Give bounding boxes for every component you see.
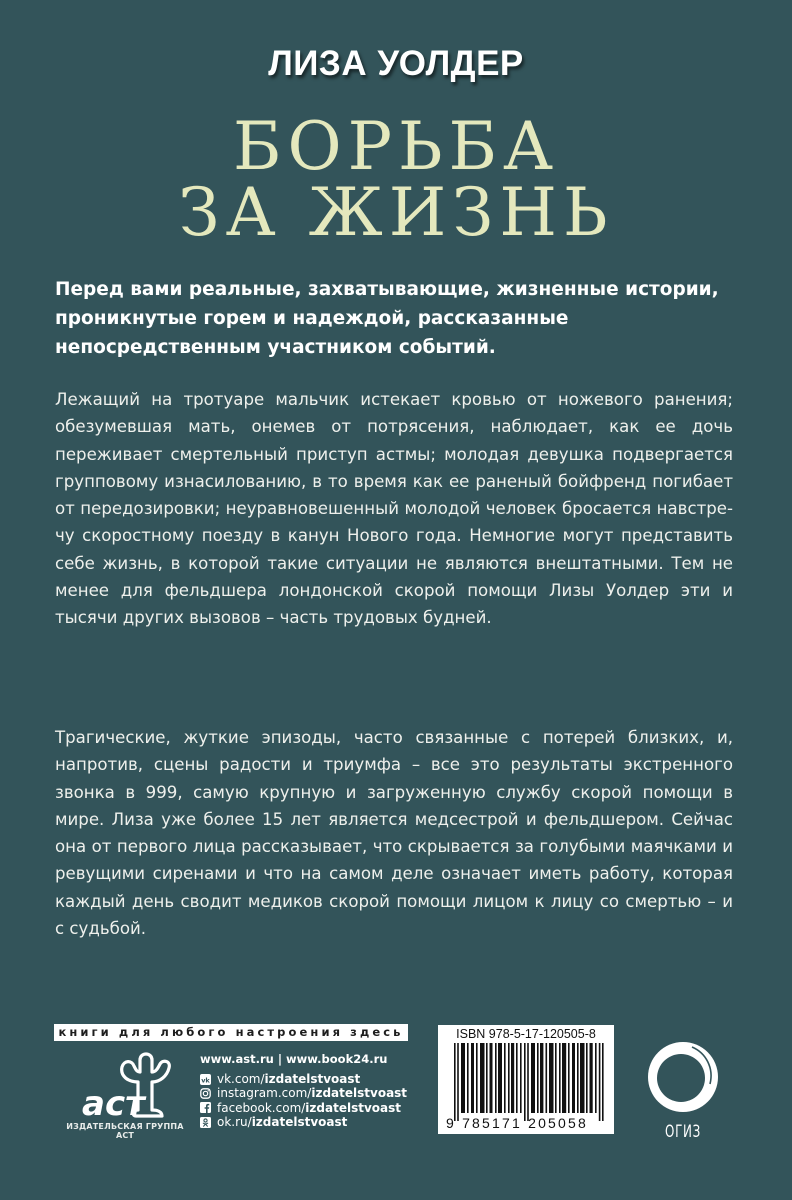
publisher-caption: ИЗДАТЕЛЬСКАЯ ГРУППА АСТ (66, 1122, 184, 1140)
author-name: ЛИЗА УОЛДЕР (268, 44, 524, 83)
social-link-instagram[interactable]: instagram.com/ izdatelstvoast (200, 1086, 407, 1100)
vk-icon (200, 1074, 211, 1085)
ogiz-logo-icon (642, 1036, 724, 1118)
facebook-icon (200, 1102, 211, 1113)
ogiz-imprint-label: ОГИЗ (665, 1122, 701, 1142)
isbn-digits: 9 785171 205058 (446, 1115, 588, 1131)
social-link-odnoklassniki[interactable]: ok.ru/ izdatelstvoast (200, 1115, 407, 1129)
book-title-line-1: БОРЬБА (233, 108, 559, 185)
barcode-icon (454, 1043, 604, 1121)
odnoklassniki-icon (200, 1117, 211, 1128)
description-paragraph-1: Лежащий на тротуаре мальчик истекает кровью от ножевого ранения; обезумевшая мать, онемев от потрясения, наблюдает, как ее дочь переживает смертельный приступ астмы; молодая девушка подвергается групповому изнасилованию, в то время как ее раненый бойфренд погибает от передозировки; неуравновешенный молодой человек бросается навстречу скоростному поезду в канун Нового года. Немногие могут представить себе жизнь, в которой такие ситуации не являются внештатными. Тем не менее для фельдшера лондонской скорой помощи Лизы Уолдер эти и тысячи других вызовов – часть трудовых будней. (55, 390, 733, 628)
isbn-label: ISBN 978-5-17-120505-8 (456, 1027, 596, 1041)
svg-text:аст: аст (82, 1084, 145, 1122)
ast-logo-icon (76, 1052, 176, 1122)
social-link-facebook[interactable]: facebook.com/ izdatelstvoast (200, 1101, 407, 1115)
description-paragraph-2: Трагические, жуткие эпизоды, часто связанные с потерей близких, и, напротив, сцены радости и триумфа – все это результаты экстренного звонка в 999, самую крупную и загруженную службу скорой помощи в мире. Лиза уже более 15 лет является медсестрой и фельдшером. Сейчас она от первого лица рассказывает, что скрывается за голубыми маячками и ревущими сиренами и что на самом деле означает иметь работу, которая каждый день сводит медиков скорой помощи лицом к лицу со смертью – и с судьбой. (55, 728, 733, 939)
publisher-websites[interactable]: www.ast.ru | www.book24.ru (200, 1052, 388, 1066)
publisher-links (200, 1052, 407, 1129)
publisher-slogan: книги для любого настроения здесь (54, 1024, 408, 1041)
book-title-line-2: ЗА ЖИЗНЬ (178, 174, 614, 251)
lead-blurb: Перед вами реальные, захватывающие, жизненные истории, проникнутые горем и надеждой, рассказанные непосредственным участником событий. (55, 279, 719, 358)
svg-text:vk: vk (201, 1075, 210, 1084)
isbn-barcode (438, 1025, 614, 1134)
instagram-icon (200, 1088, 211, 1099)
social-link-vk[interactable]: vk vk.com/ izdatelstvoast (201, 1072, 361, 1086)
